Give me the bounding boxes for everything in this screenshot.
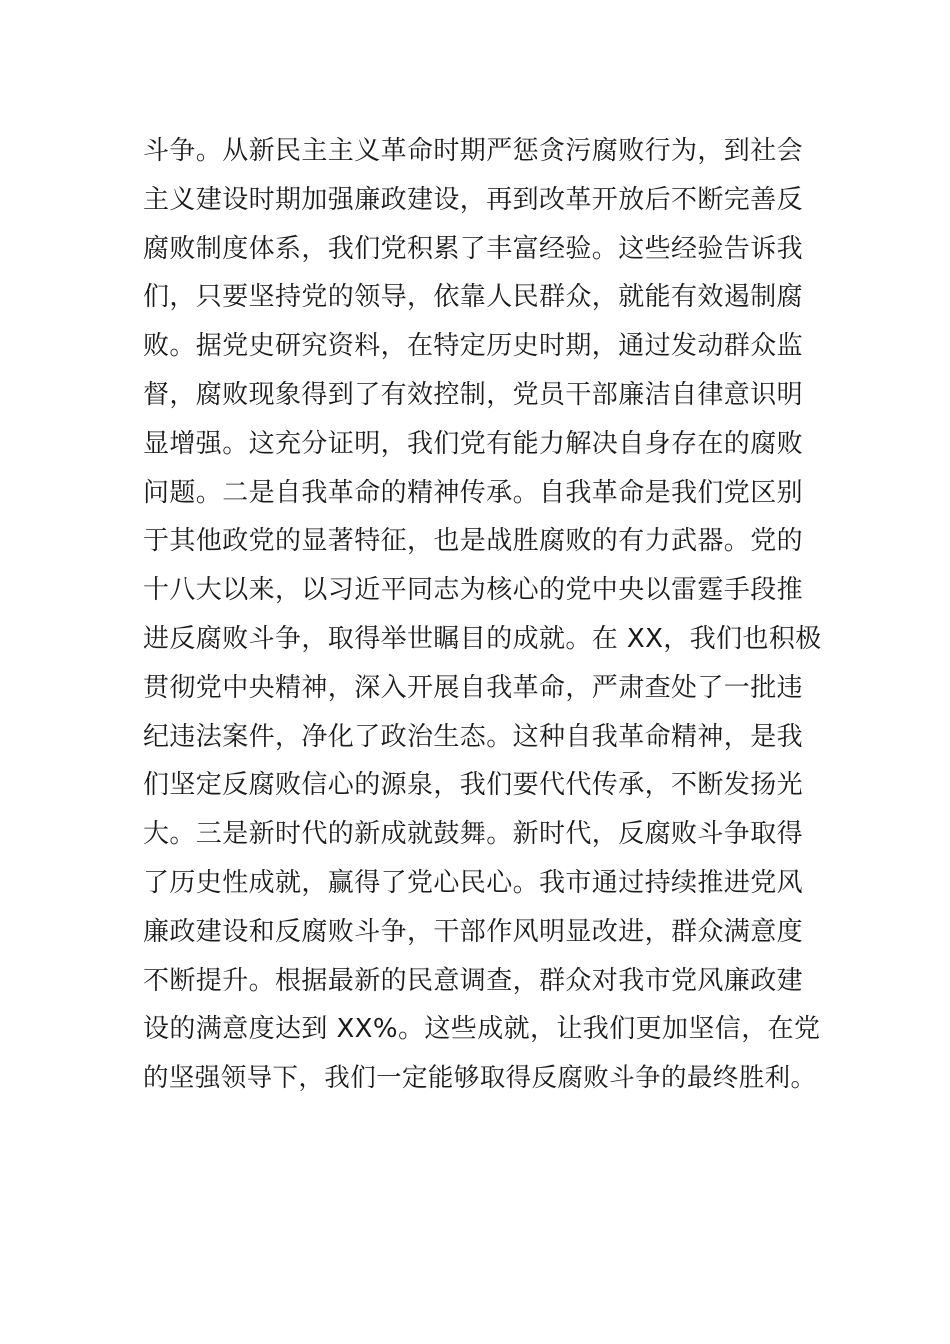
text-line-4: 们，只要坚持党的领导，依靠人民群众，就能有效遏制腐 [143, 282, 804, 313]
text-line-16: 了历史性成就，赢得了党心民心。我市通过持续推进党风 [143, 867, 804, 898]
text-line-13: 纪违法案件，净化了政治生态。这种自我革命精神，是我 [143, 721, 804, 752]
text-line-11: 进反腐败斗争，取得举世瞩目的成就。在 XX，我们也积极 [143, 623, 822, 654]
text-line-10: 十八大以来，以习近平同志为核心的党中央以雷霆手段推 [143, 575, 804, 606]
text-line-8: 问题。二是自我革命的精神传承。自我革命是我们党区别 [143, 477, 804, 508]
text-line-6: 督，腐败现象得到了有效控制，党员干部廉洁自律意识明 [143, 379, 804, 410]
text-line-7: 显增强。这充分证明，我们党有能力解决自身存在的腐败 [143, 428, 804, 459]
text-line-3: 腐败制度体系，我们党积累了丰富经验。这些经验告诉我 [143, 233, 804, 264]
text-line-12: 贯彻党中央精神，深入开展自我革命，严肃查处了一批违 [143, 672, 804, 703]
text-line-14: 们坚定反腐败信心的源泉，我们要代代传承，不断发扬光 [143, 770, 804, 801]
text-line-17: 廉政建设和反腐败斗争，干部作风明显改进，群众满意度 [143, 916, 804, 947]
text-line-1: 斗争。从新民主主义革命时期严惩贪污腐败行为，到社会 [143, 136, 804, 166]
text-line-20: 的坚强领导下，我们一定能够取得反腐败斗争的最终胜利。 [143, 1063, 817, 1094]
text-line-19: 设的满意度达到 XX%。这些成就，让我们更加坚信，在党 [143, 1014, 821, 1045]
text-line-18: 不断提升。根据最新的民意调查，群众对我市党风廉政建 [143, 965, 804, 996]
text-line-2: 主义建设时期加强廉政建设，再到改革开放后不断完善反 [143, 184, 804, 215]
text-line-5: 败。据党史研究资料，在特定历史时期，通过发动群众监 [143, 331, 804, 362]
text-line-15: 大。三是新时代的新成就鼓舞。新时代，反腐败斗争取得 [143, 819, 804, 850]
body-paragraph [143, 127, 823, 1103]
text-line-9: 于其他政党的显著特征，也是战胜腐败的有力武器。党的 [143, 526, 804, 557]
